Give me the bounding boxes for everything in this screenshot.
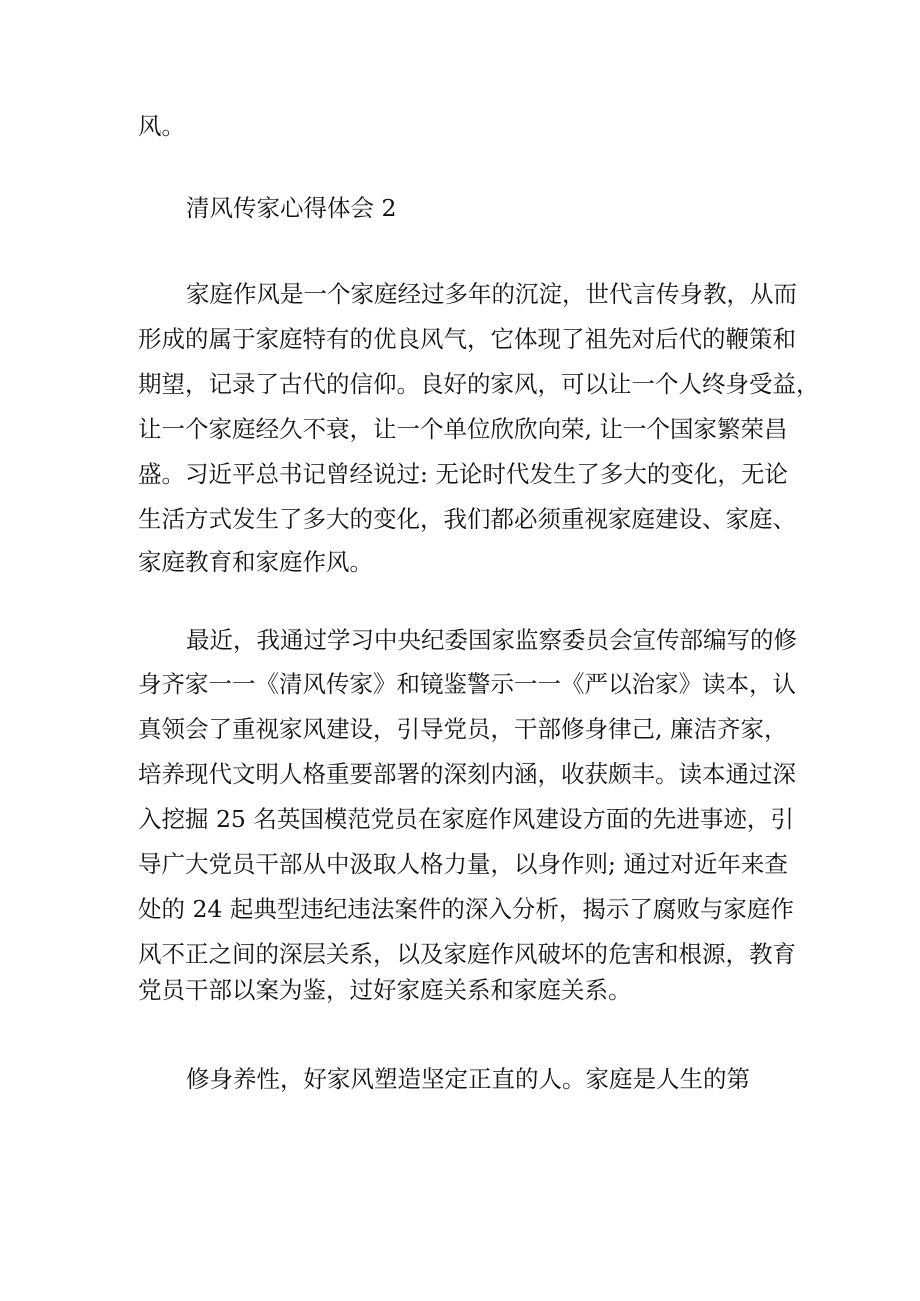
paragraph-line: 让一个家庭经久不衰，让一个单位欣欣向荣, 让一个国家繁荣昌 [138,415,788,443]
paragraph-line: 入挖掘 25 名英国模范党员在家庭作风建设方面的先进事迹，引 [138,805,794,833]
paragraph-line: 身齐家一一《清风传家》和镜鉴警示一一《严以治家》读本，认 [138,670,796,698]
paragraph-line: 风。 [138,112,185,140]
paragraph-line: 培养现代文明人格重要部署的深刻内涵，收获颇丰。读本通过深 [138,760,796,788]
paragraph-line: 修身养性，好家风塑造坚定正直的人。家庭是人生的第 [186,1065,750,1093]
paragraph-line: 家庭教育和家庭作风。 [138,548,373,576]
paragraph-line: 家庭作风是一个家庭经过多年的沉淀，世代言传身教，从而 [186,280,797,308]
paragraph-line: 最近，我通过学习中央纪委国家监察委员会宣传部编写的修 [186,626,797,654]
paragraph-line: 生活方式发生了多大的变化，我们都必须重视家庭建设、家庭、 [138,505,796,533]
paragraph-line: 形成的属于家庭特有的优良风气，它体现了祖先对后代的鞭策和 [138,325,796,353]
paragraph-line: 真领会了重视家风建设，引导党员，干部修身律己, 廉洁齐家， [138,715,788,743]
section-heading: 清风传家心得体会 2 [186,194,397,222]
paragraph-line: 导广大党员干部从中汲取人格力量，以身作则; 通过对近年来查 [138,850,788,878]
paragraph-line: 风不正之间的深层关系，以及家庭作风破坏的危害和根源，教育 [138,940,796,968]
paragraph-line: 处的 24 起典型违纪违法案件的深入分析，揭示了腐败与家庭作 [138,895,794,923]
paragraph-line: 党员干部以案为鉴，过好家庭关系和家庭关系。 [138,976,632,1004]
paragraph-line: 期望，记录了古代的信仰。良好的家风，可以让一个人终身受益， [138,370,820,398]
paragraph-line: 盛。习近平总书记曾经说过: 无论时代发生了多大的变化，无论 [138,460,788,488]
